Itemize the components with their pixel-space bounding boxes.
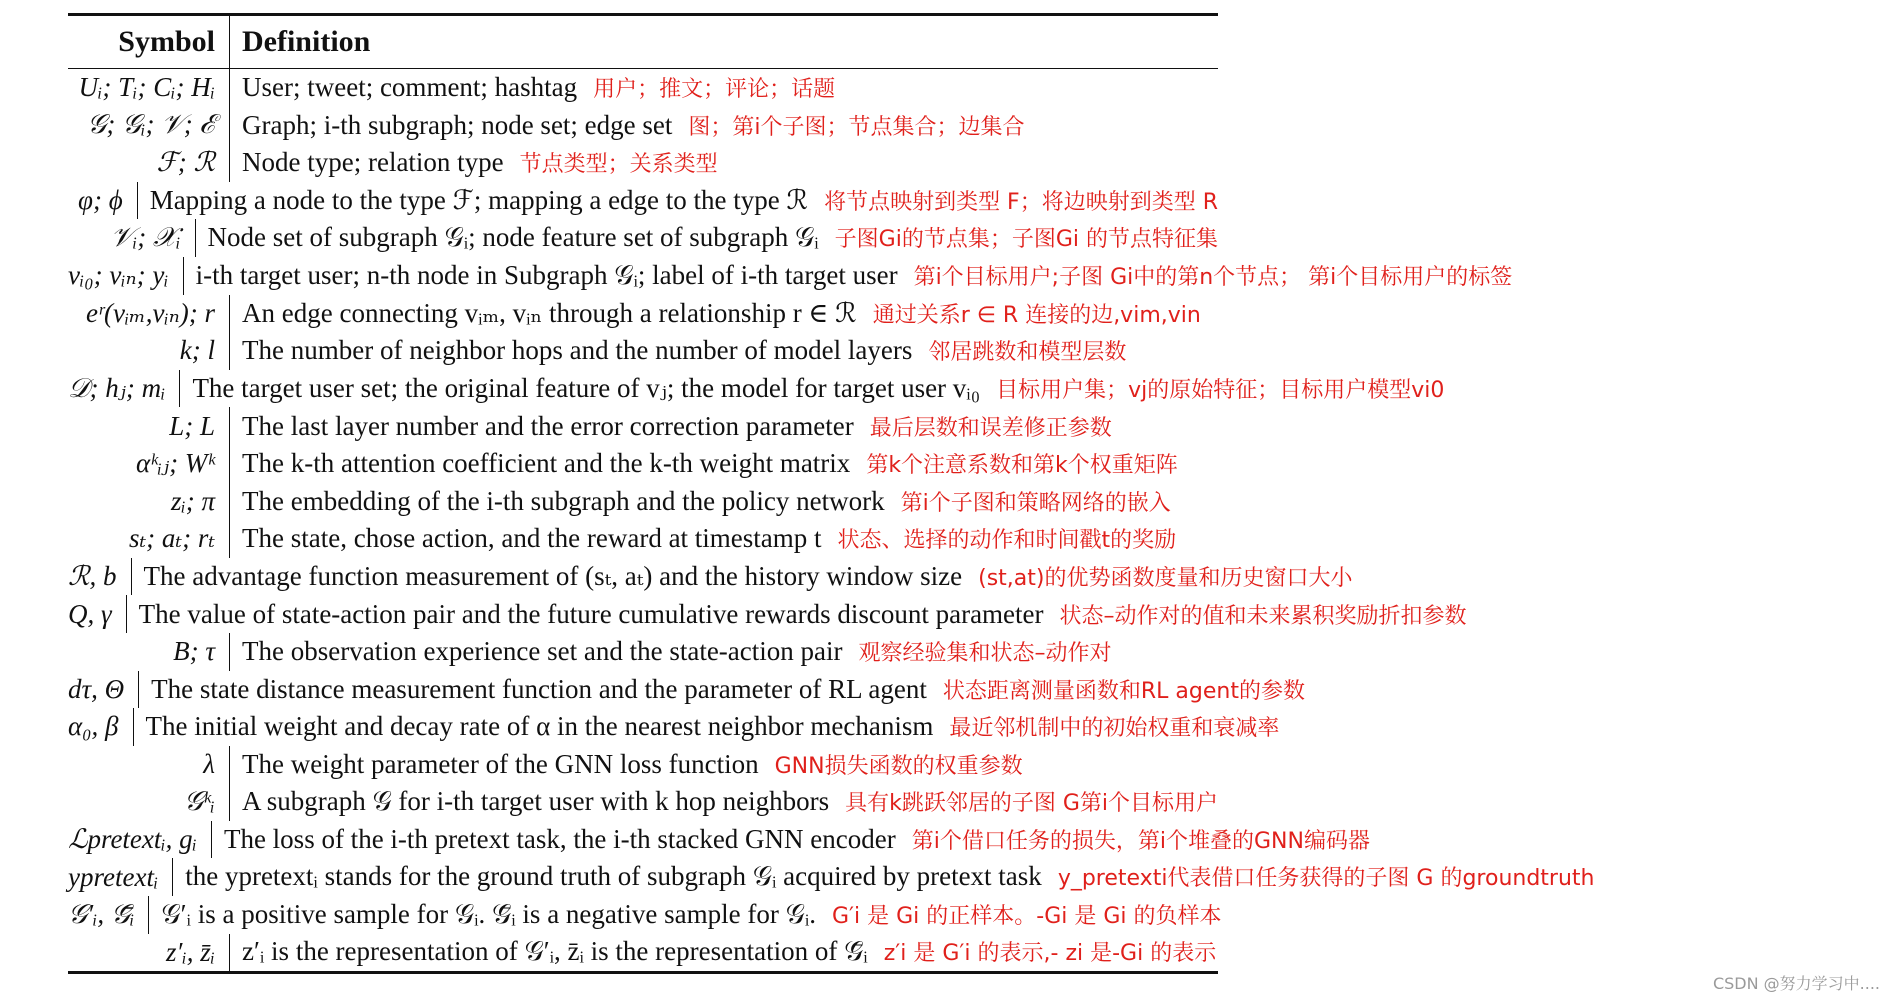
row-symbol: Q, γ bbox=[68, 595, 127, 633]
row-definition-text: i-th target user; n-th node in Subgraph 𝒢ᵢ; label of i-th target user bbox=[195, 259, 898, 290]
row-definition bbox=[173, 861, 1594, 893]
row-symbol: ℱ; ℛ bbox=[68, 144, 230, 182]
row-definition-text: The target user set; the original feature of vⱼ; the model for target user vᵢ₀ bbox=[192, 373, 981, 404]
row-definition bbox=[230, 786, 1218, 818]
table-row bbox=[68, 633, 1218, 671]
row-definition-text: The number of neighbor hops and the number of model layers bbox=[242, 335, 913, 366]
row-symbol: dτ, Θ bbox=[68, 671, 139, 709]
row-symbol: ypretextᵢ bbox=[68, 858, 173, 896]
row-definition-text: The last layer number and the error correction parameter bbox=[242, 410, 854, 441]
row-annotation: 第i个借口任务的损失，第i个堆叠的GNN编码器 bbox=[911, 829, 1370, 855]
table-row bbox=[68, 746, 1218, 784]
row-symbol: 𝒟; hⱼ; mᵢ bbox=[68, 370, 180, 408]
row-definition-text: Node set of subgraph 𝒢ᵢ; node feature set of subgraph 𝒢ᵢ bbox=[207, 222, 819, 253]
row-definition bbox=[230, 636, 1112, 667]
table-row bbox=[68, 783, 1218, 821]
table-row bbox=[68, 407, 1218, 445]
row-annotation: 用户；推文；评论；话题 bbox=[593, 77, 836, 103]
table-row bbox=[68, 671, 1305, 709]
row-definition-text: The k-th attention coefficient and the k-th weight matrix bbox=[242, 448, 851, 479]
header-symbol: Symbol bbox=[68, 16, 230, 68]
row-definition-text: User; tweet; comment; hashtag bbox=[242, 72, 578, 103]
row-definition bbox=[230, 411, 1112, 442]
row-annotation: 图；第i个子图；节点集合；边集合 bbox=[688, 114, 1025, 140]
row-definition-text: The weight parameter of the GNN loss function bbox=[242, 748, 759, 779]
table-row bbox=[68, 445, 1218, 483]
row-definition-text: the ypretextᵢ stands for the ground truth of subgraph 𝒢ᵢ acquired by pretext task bbox=[185, 861, 1042, 892]
row-definition bbox=[138, 185, 1218, 216]
row-annotation: 节点类型；关系类型 bbox=[519, 152, 718, 178]
table-row bbox=[68, 520, 1218, 558]
row-symbol: φ; ϕ bbox=[68, 182, 138, 220]
table-row bbox=[68, 69, 1218, 107]
row-definition-text: The advantage function measurement of (sₜ, aₜ) and the history window size bbox=[143, 561, 963, 592]
row-symbol: sₜ; aₜ; rₜ bbox=[68, 520, 230, 558]
row-annotation: 最后层数和误差修正参数 bbox=[869, 415, 1112, 441]
row-symbol: k; l bbox=[68, 332, 230, 370]
row-annotation: 邻居跳数和模型层数 bbox=[928, 340, 1127, 366]
table-row bbox=[68, 483, 1218, 521]
table-row bbox=[68, 144, 1218, 182]
row-annotation: 第i个子图和策略网络的嵌入 bbox=[900, 490, 1171, 516]
row-definition bbox=[230, 486, 1171, 517]
row-definition-text: 𝒢′ᵢ is a positive sample for 𝒢ᵢ. 𝒢̄ᵢ is a negative sample for 𝒢ᵢ. bbox=[161, 898, 816, 929]
row-definition bbox=[230, 523, 1176, 554]
row-annotation: 最近邻机制中的初始权重和衰减率 bbox=[949, 716, 1280, 742]
row-definition-text: The loss of the i-th pretext task, the i-th stacked GNN encoder bbox=[223, 824, 896, 855]
row-definition-text: A subgraph 𝒢 for i-th target user with k hop neighbors bbox=[241, 786, 830, 817]
row-definition bbox=[230, 448, 1178, 479]
row-annotation: 目标用户集；vj的原始特征；目标用户模型vi0 bbox=[996, 378, 1445, 404]
row-definition bbox=[149, 899, 1221, 931]
row-symbol: λ bbox=[68, 746, 230, 784]
table-row bbox=[68, 858, 1595, 896]
row-annotation: 将节点映射到类型 F；将边映射到类型 R bbox=[824, 190, 1218, 216]
row-annotation: z′i 是 G′i 的表示,- zi 是-Gi 的表示 bbox=[883, 941, 1217, 967]
table-row bbox=[68, 821, 1370, 859]
row-symbol: 𝒢; 𝒢ᵢ; 𝒱; ℰ bbox=[68, 107, 230, 145]
table-row bbox=[68, 257, 1513, 295]
row-definition-text: The value of state-action pair and the future cumulative rewards discount parameter bbox=[138, 598, 1044, 629]
row-symbol: 𝒢ᵏᵢ bbox=[68, 783, 230, 821]
row-definition bbox=[230, 298, 1201, 329]
row-definition bbox=[196, 222, 1218, 254]
row-definition bbox=[212, 824, 1370, 855]
row-symbol: L; L bbox=[68, 407, 230, 445]
row-symbol: zᵢ; π bbox=[68, 483, 230, 521]
row-definition bbox=[184, 260, 1513, 292]
row-annotation: 第k个注意系数和第k个权重矩阵 bbox=[866, 453, 1178, 479]
table-row bbox=[68, 896, 1222, 934]
row-definition bbox=[230, 147, 718, 178]
row-definition-text: The embedding of the i-th subgraph and the policy network bbox=[242, 485, 885, 516]
table-row bbox=[68, 295, 1218, 333]
table-row bbox=[68, 934, 1218, 972]
row-definition-text: z′ᵢ is the representation of 𝒢′ᵢ, z̄ᵢ is the representation of 𝒢̄ᵢ bbox=[242, 936, 868, 967]
row-definition-text: The state distance measurement function and the parameter of RL agent bbox=[151, 673, 927, 704]
row-annotation: 具有k跳跃邻居的子图 G第i个目标用户 bbox=[845, 791, 1218, 817]
row-definition-text: Mapping a node to the type ℱ; mapping a edge to the type ℛ bbox=[149, 185, 809, 216]
row-symbol: α₀, β bbox=[68, 708, 134, 746]
watermark: CSDN @努力学习中.... bbox=[1712, 974, 1880, 993]
row-symbol: vᵢ₀; vᵢₙ; yᵢ bbox=[68, 257, 184, 295]
row-symbol: 𝒢′ᵢ, 𝒢̄ᵢ bbox=[68, 896, 149, 934]
row-symbol: eʳ(vᵢₘ,vᵢₙ); r bbox=[68, 295, 230, 333]
row-definition bbox=[230, 749, 1023, 780]
row-definition bbox=[230, 110, 1025, 141]
row-annotation: 状态、选择的动作和时间戳t的奖励 bbox=[837, 528, 1177, 554]
table-row bbox=[68, 182, 1218, 220]
row-definition-text: The initial weight and decay rate of α in the nearest neighbor mechanism bbox=[145, 711, 934, 742]
row-annotation: 第i个目标用户;子图 Gi中的第n个节点； 第i个目标用户的标签 bbox=[913, 264, 1513, 290]
row-definition-text: The observation experience set and the state-action pair bbox=[242, 636, 843, 667]
row-annotation: 状态–动作对的值和未来累积奖励折扣参数 bbox=[1059, 603, 1467, 629]
row-definition bbox=[134, 711, 1280, 742]
row-symbol: ℒpretextᵢ, gᵢ bbox=[68, 821, 212, 859]
row-annotation: 状态距离测量函数和RL agent的参数 bbox=[942, 678, 1305, 704]
table-header bbox=[68, 16, 1218, 68]
table-row bbox=[68, 107, 1218, 145]
row-annotation: y_pretexti代表借口任务获得的子图 G 的groundtruth bbox=[1057, 866, 1595, 892]
row-definition bbox=[230, 936, 1216, 968]
table-row bbox=[68, 219, 1218, 257]
table-row bbox=[68, 332, 1218, 370]
row-symbol: z′ᵢ, z̄ᵢ bbox=[68, 934, 230, 972]
row-definition bbox=[139, 674, 1305, 705]
header-definition: Definition bbox=[242, 25, 371, 58]
row-definition-text: Graph; i-th subgraph; node set; edge set bbox=[242, 109, 673, 140]
row-symbol: αᵏᵢⱼ; Wᵏ bbox=[68, 445, 230, 483]
table-body bbox=[68, 69, 1595, 971]
notation-table bbox=[68, 13, 1595, 974]
row-annotation: 观察经验集和状态–动作对 bbox=[858, 641, 1112, 667]
row-symbol: ℛ, b bbox=[68, 558, 132, 596]
table-row bbox=[68, 708, 1280, 746]
row-annotation: G′i 是 Gi 的正样本。-Gi 是 Gi 的负样本 bbox=[831, 903, 1222, 929]
row-annotation: 通过关系r ∈ R 连接的边,vim,vin bbox=[872, 302, 1201, 328]
row-definition-text: The state, chose action, and the reward at timestamp t bbox=[242, 523, 822, 554]
row-annotation: 子图Gi的节点集；子图Gi 的节点特征集 bbox=[834, 227, 1218, 253]
row-definition bbox=[132, 561, 1353, 592]
row-annotation: GNN损失函数的权重参数 bbox=[774, 753, 1023, 779]
row-symbol: Uᵢ; Tᵢ; Cᵢ; Hᵢ bbox=[68, 69, 230, 107]
table-bottom-rule bbox=[68, 971, 1218, 974]
table-row bbox=[68, 558, 1353, 596]
row-definition bbox=[230, 72, 835, 103]
row-definition-text: An edge connecting vᵢₘ, vᵢₙ through a relationship r ∈ ℛ bbox=[242, 297, 857, 328]
row-definition bbox=[180, 373, 1444, 404]
row-symbol: B; τ bbox=[68, 633, 230, 671]
table-row bbox=[68, 595, 1467, 633]
table-row bbox=[68, 370, 1445, 408]
row-definition-text: Node type; relation type bbox=[242, 147, 504, 178]
row-symbol: 𝒱ᵢ; 𝒳ᵢ bbox=[68, 219, 196, 257]
row-annotation: (st,at)的优势函数度量和历史窗口大小 bbox=[978, 566, 1353, 592]
row-definition bbox=[127, 599, 1467, 630]
row-definition bbox=[230, 335, 1126, 366]
